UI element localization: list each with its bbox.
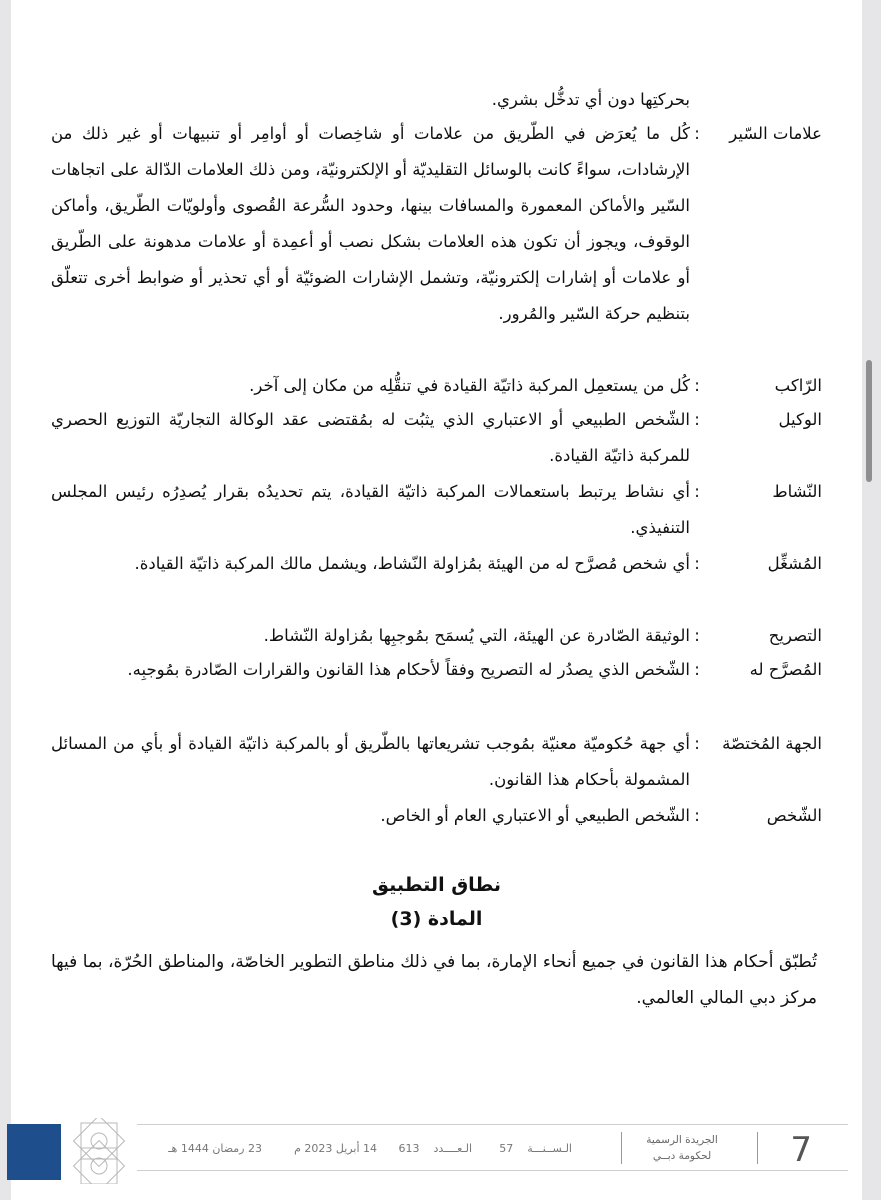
definition-row (51, 652, 822, 688)
footer-top-line (137, 1124, 848, 1125)
definition-colon: : (694, 554, 700, 573)
definition-row (51, 726, 822, 798)
definition-term: الرّاكب (774, 376, 822, 395)
footer-separator (621, 1132, 622, 1164)
page-number: 7 (790, 1130, 812, 1170)
section-heading: نطاق التطبيق (372, 874, 501, 896)
definition-colon: : (694, 626, 700, 645)
definition-row (51, 402, 822, 474)
document-page (11, 0, 862, 1200)
definition-colon: : (694, 410, 700, 429)
definition-term: النّشاط (772, 482, 822, 501)
year-label: الـســنـــة (527, 1142, 572, 1155)
definition-row (51, 368, 822, 404)
definition-term: الجهة المُختصّة (722, 734, 822, 753)
issue-label: الـعــــدد (433, 1142, 472, 1155)
definition-term: التصريح (768, 626, 822, 645)
page-content (11, 0, 862, 1100)
scrollbar-thumb[interactable] (866, 360, 872, 482)
definition-text: الشّخص الطبيعي أو الاعتباري الذي يثبُت له بمُقتضى عقد الوكالة التجاريّة التوزيع الحصري للمركبة ذاتيّة القيادة. (51, 410, 690, 465)
definition-colon: : (694, 376, 700, 395)
lead-line: بحركتِها دون أي تدخُّل بشري. (491, 90, 690, 109)
definition-text: أي شخص مُصرَّح له من الهيئة بمُزاولة النّشاط، ويشمل مالك المركبة ذاتيّة القيادة. (134, 554, 690, 573)
gazette-name-line: لحكومة دبــي (652, 1150, 712, 1162)
geometric-pattern-icon (69, 1118, 129, 1184)
definition-text: أي نشاط يرتبط باستعمالات المركبة ذاتيّة القيادة، يتم تحديدُه بقرار يُصدِرُه رئيس المجلس التنفيذي. (51, 482, 690, 537)
definition-row (51, 546, 822, 582)
definition-colon: : (694, 734, 700, 753)
definition-term: الشّخص (766, 806, 822, 825)
definition-term: علامات السّير (729, 124, 822, 143)
definition-text: أي جهة حُكوميّة معنيّة بمُوجب تشريعاتها بالطّريق أو بالمركبة ذاتيّة القيادة أو بأي من المسائل المشمولة بأحكام هذا القانون. (51, 734, 690, 789)
lead-line-row (51, 82, 822, 118)
definition-text: الشّخص الطبيعي أو الاعتباري العام أو الخاص. (380, 806, 690, 825)
year-value: 57 (499, 1142, 514, 1155)
definition-row (51, 618, 822, 654)
scrollbar[interactable] (865, 0, 879, 1200)
definition-text: الوثيقة الصّادرة عن الهيئة، التي يُسمَح بمُوجبِها بمُزاولة النّشاط. (263, 626, 690, 645)
definition-colon: : (694, 482, 700, 501)
issue-value: 613 (398, 1142, 420, 1155)
page-footer (11, 1118, 862, 1190)
definition-row (51, 116, 822, 332)
article-text: تُطبّق أحكام هذا القانون في جميع أنحاء الإمارة، بما في ذلك مناطق التطوير الخاصّة، والمناطق الحُرّة، بما فيها مركز دبي المالي العالمي. (51, 952, 817, 1008)
year-info (499, 1142, 572, 1155)
gazette-name-line: الجريدة الرسمية (646, 1134, 718, 1146)
definition-row (51, 798, 822, 834)
article-number: المادة (3) (390, 908, 483, 930)
definition-colon: : (694, 806, 700, 825)
definition-term: المُصرَّح له (749, 660, 822, 679)
issue-info (399, 1142, 473, 1155)
definition-text: كُل من يستعمِل المركبة ذاتيّة القيادة في تنقُّلِه من مكان إلى آخر. (249, 376, 690, 395)
definition-term: الوكيل (778, 410, 822, 429)
footer-blue-block (7, 1124, 61, 1180)
gazette-name (637, 1132, 727, 1164)
definition-row (51, 474, 822, 546)
definition-colon: : (694, 660, 700, 679)
definition-term: المُشغِّل (767, 554, 822, 573)
footer-bottom-line (137, 1170, 848, 1171)
gregorian-date: 14 أبريل 2023 م (294, 1142, 377, 1155)
footer-separator (757, 1132, 758, 1164)
hijri-date: 23 رمضان 1444 هـ (168, 1142, 262, 1155)
definition-text: كُل ما يُعرَض في الطّريق من علامات أو شاخِصات أو أوامِر أو تنبيهات أو غير ذلك من الإرشادات، سواءً كانت بالوسائل التقليديّة أو الإلكترونيّة، ومن ذلك العلامات الدّالة على اتجاهات السّير والأماكن المعمورة والمسافات بينها، وحدود السُّرعة القُصوى وأولويّات الطّريق، وأماكن الوقوف، ويجوز أن تكون هذه العلامات بشكل نصب أو أعمِدة أو علامات مدهونة على الطّريق أو علامات أو إشارات إلكترونيّة، وتشمل الإشارات الضوئيّة أو أي تحذير أو ضوابط أخرى تتعلّق بتنظيم حركة السّير والمُرور. (51, 124, 690, 323)
definition-colon: : (694, 124, 700, 143)
definition-text: الشّخص الذي يصدُر له التصريح وفقاً لأحكام هذا القانون والقرارات الصّادرة بمُوجبِه. (127, 660, 690, 679)
